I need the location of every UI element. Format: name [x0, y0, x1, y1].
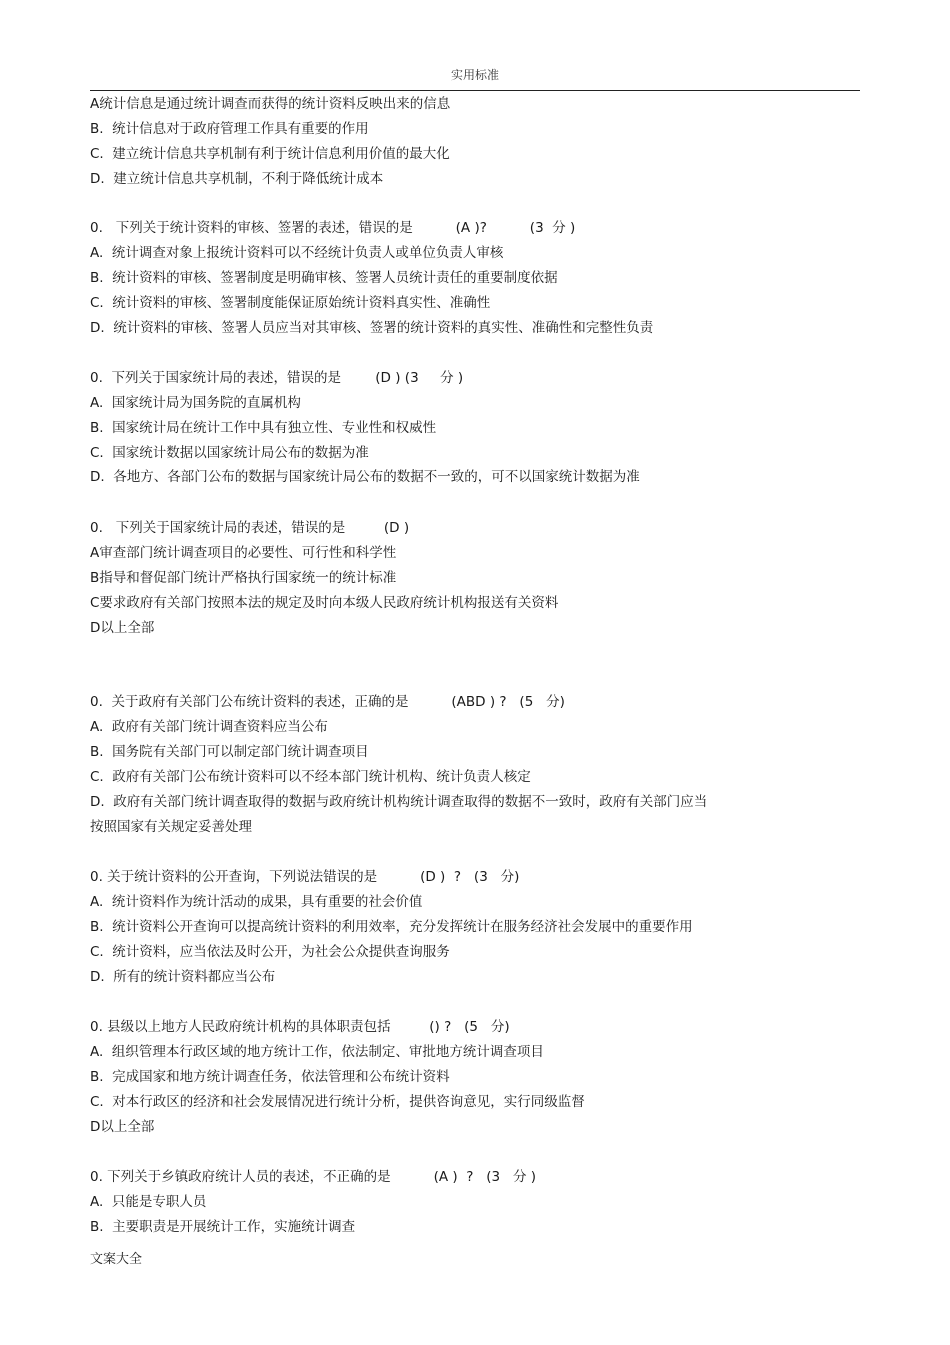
option-line: D以上全部: [90, 620, 155, 636]
option-line-continued: 按照国家有关规定妥善处理: [90, 819, 252, 835]
question-line: 0. 下列关于乡镇政府统计人员的表述，不正确的是 (A ) ? (3 分 ): [90, 1169, 537, 1185]
option-line: D. 各地方、各部门公布的数据与国家统计局公布的数据不一致的，可不以国家统计数据为准: [90, 469, 640, 485]
option-line: C. 对本行政区的经济和社会发展情况进行统计分析，提供咨询意见，实行同级监督: [90, 1094, 585, 1110]
question-line: 0. 县级以上地方人民政府统计机构的具体职责包括 () ? (5 分): [90, 1019, 510, 1035]
option-line: C. 国家统计数据以国家统计局公布的数据为准: [90, 445, 369, 461]
option-line: B. 国家统计局在统计工作中具有独立性、专业性和权威性: [90, 420, 437, 436]
option-line: B指导和督促部门统计严格执行国家统一的统计标准: [90, 570, 397, 586]
question-line: 0. 关于政府有关部门公布统计资料的表述，正确的是 (ABD ) ? (5 分): [90, 694, 565, 710]
option-line: C. 统计资料的审核、签署制度能保证原始统计资料真实性、准确性: [90, 295, 491, 311]
option-line: C. 政府有关部门公布统计资料可以不经本部门统计机构、统计负责人核定: [90, 769, 531, 785]
page-footer: 文案大全: [90, 1252, 143, 1267]
option-line: A. 统计调查对象上报统计资料可以不经统计负责人或单位负责人审核: [90, 245, 504, 261]
header-rule: [90, 90, 860, 91]
text-line: D. 建立统计信息共享机制，不利于降低统计成本: [90, 171, 384, 187]
option-line: A. 统计资料作为统计活动的成果，具有重要的社会价值: [90, 894, 423, 910]
option-line: A. 政府有关部门统计调查资料应当公布: [90, 719, 328, 735]
text-line: B. 统计信息对于政府管理工作具有重要的作用: [90, 121, 369, 137]
option-line: A. 只能是专职人员: [90, 1194, 207, 1210]
option-line: D以上全部: [90, 1119, 155, 1135]
text-line: C. 建立统计信息共享机制有利于统计信息利用价值的最大化: [90, 146, 450, 162]
option-line: B. 统计资料公开查询可以提高统计资料的利用效率，充分发挥统计在服务经济社会发展中的重要作用: [90, 919, 693, 935]
option-line: D. 所有的统计资料都应当公布: [90, 969, 276, 985]
text-line: A统计信息是通过统计调查而获得的统计资料反映出来的信息: [90, 96, 451, 112]
question-line: 0. 关于统计资料的公开查询，下列说法错误的是 (D ) ? (3 分): [90, 869, 520, 885]
option-line: B. 国务院有关部门可以制定部门统计调查项目: [90, 744, 369, 760]
option-line: B. 统计资料的审核、签署制度是明确审核、签署人员统计责任的重要制度依据: [90, 270, 558, 286]
option-line: B. 主要职责是开展统计工作，实施统计调查: [90, 1219, 356, 1235]
option-line: C. 统计资料，应当依法及时公开，为社会公众提供查询服务: [90, 944, 450, 960]
page-header: 实用标准: [450, 68, 499, 82]
option-line: A审查部门统计调查项目的必要性、可行性和科学性: [90, 545, 397, 561]
option-line: C要求政府有关部门按照本法的规定及时向本级人民政府统计机构报送有关资料: [90, 595, 559, 611]
question-line: 0. 下列关于统计资料的审核、签署的表述，错误的是 (A )? (3 分 ): [90, 220, 576, 236]
question-line: 0. 下列关于国家统计局的表述，错误的是 (D ) (3 分 ): [90, 370, 464, 386]
question-line: 0. 下列关于国家统计局的表述，错误的是 (D ): [90, 520, 410, 536]
option-line: D. 统计资料的审核、签署人员应当对其审核、签署的统计资料的真实性、准确性和完整性负责: [90, 320, 654, 336]
option-line: A. 组织管理本行政区域的地方统计工作，依法制定、审批地方统计调查项目: [90, 1044, 544, 1060]
option-line: B. 完成国家和地方统计调查任务，依法管理和公布统计资料: [90, 1069, 450, 1085]
option-line: A. 国家统计局为国务院的直属机构: [90, 395, 301, 411]
option-line: D. 政府有关部门统计调查取得的数据与政府统计机构统计调查取得的数据不一致时，政府有关部门应当: [90, 794, 708, 810]
